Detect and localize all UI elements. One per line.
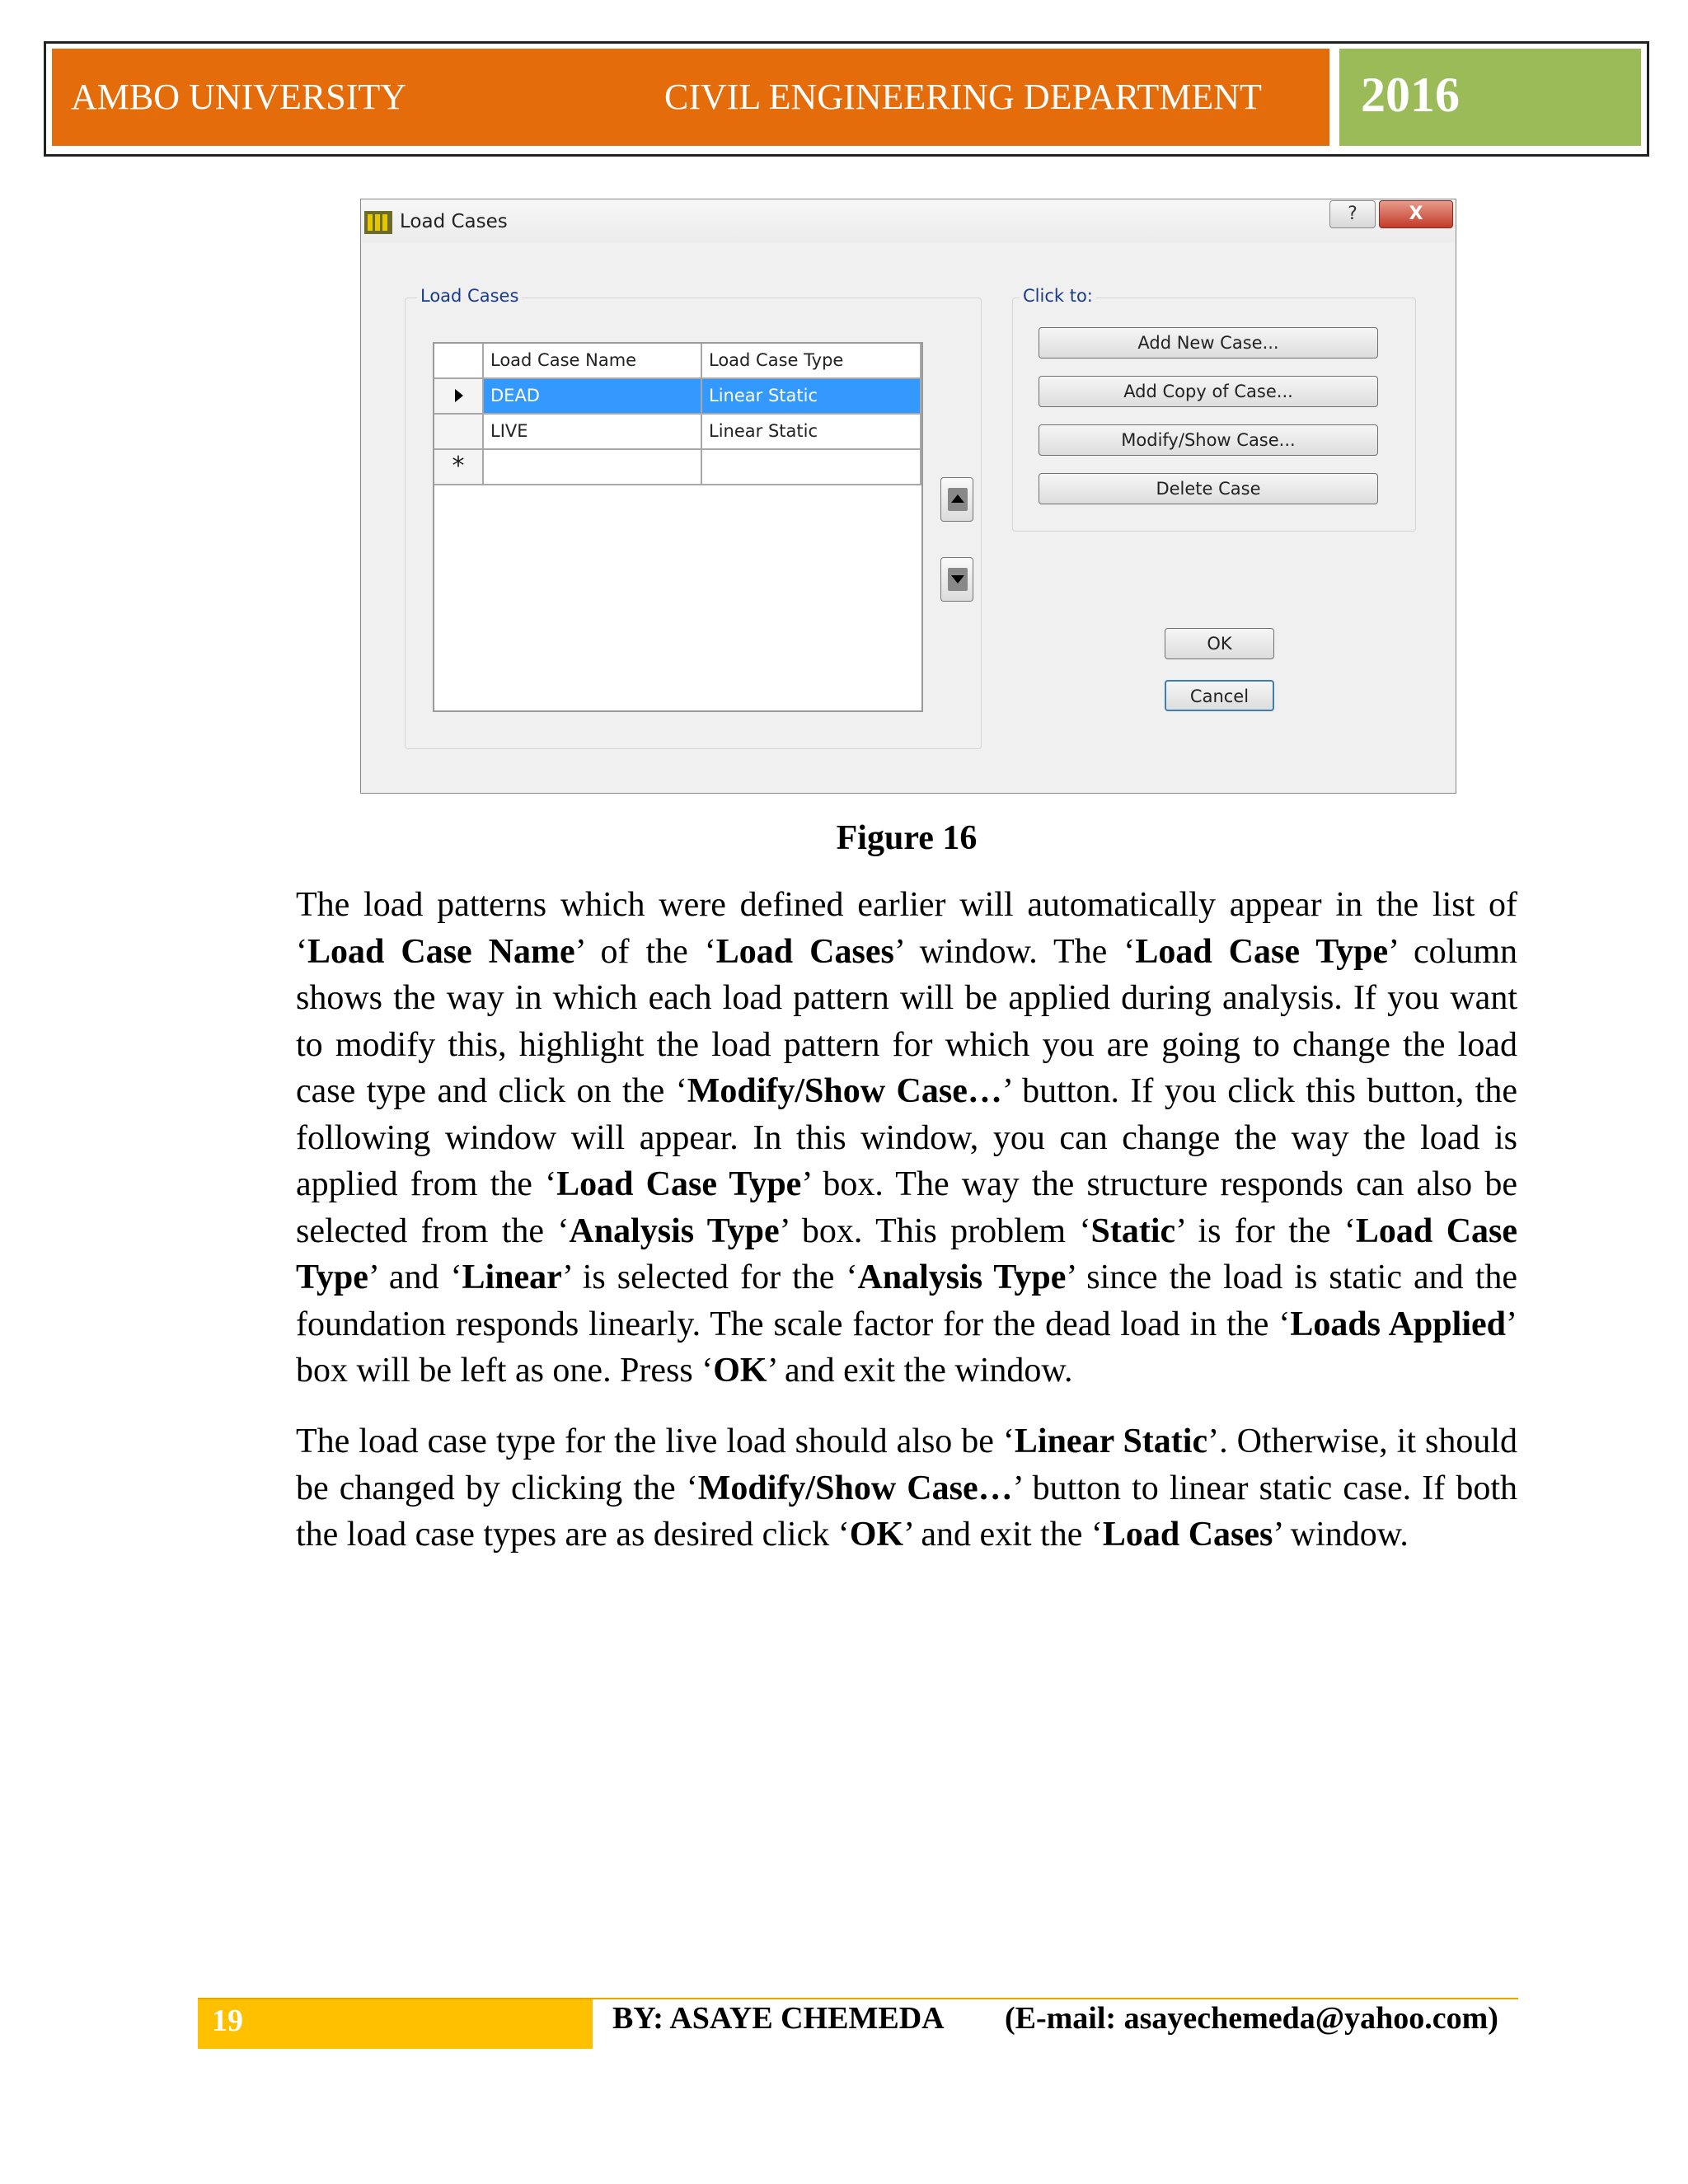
column-header-type[interactable]: Load Case Type <box>702 344 921 379</box>
department-name: CIVIL ENGINEERING DEPARTMENT <box>664 77 1262 117</box>
load-cases-group-label: Load Cases <box>417 286 522 306</box>
text-run: ’ box. The way the structure responds can also be selected from the ‘ <box>296 1165 1518 1250</box>
bold-term: Load Cases <box>715 932 894 971</box>
bold-term: OK <box>849 1516 904 1554</box>
page-number-box <box>198 1999 593 2049</box>
table-cell-name-new[interactable] <box>484 450 702 485</box>
bold-term: Load Case Name <box>307 932 575 971</box>
text-run: ’ of the ‘ <box>574 932 716 971</box>
arrow-down-icon <box>951 575 964 583</box>
table-cell-type-new[interactable] <box>702 450 921 485</box>
bold-term: Modify/Show Case… <box>687 1072 1002 1110</box>
arrow-up-icon <box>951 494 964 503</box>
bold-term: Load Case Type <box>1135 932 1389 971</box>
help-button[interactable]: ? <box>1329 200 1376 228</box>
text-run: ’. Otherwise, it should be changed by clicking the ‘ <box>296 1422 1517 1507</box>
bold-term: Analysis Type <box>569 1212 780 1250</box>
table-cell-type[interactable]: Linear Static <box>702 379 921 415</box>
table-cell-name[interactable]: LIVE <box>484 415 702 450</box>
bold-term: Loads Applied <box>1290 1305 1506 1343</box>
bold-term: Load Case Type <box>296 1212 1518 1296</box>
footer-author: BY: ASAYE CHEMEDA <box>612 2001 945 2036</box>
cancel-button[interactable]: Cancel <box>1165 680 1274 711</box>
ok-button[interactable]: OK <box>1165 628 1274 659</box>
text-run: ’ button. If you click this button, the following window will appear. In this window, you can change the way the load is applied from the ‘ <box>296 1072 1517 1203</box>
year-box <box>1339 49 1641 146</box>
bold-term: Linear <box>462 1258 562 1296</box>
column-header-name[interactable]: Load Case Name <box>484 344 702 379</box>
new-row-marker[interactable]: * <box>434 450 484 485</box>
text-run: ’ and ‘ <box>368 1258 462 1296</box>
university-name: AMBO UNIVERSITY <box>71 77 406 117</box>
figure-caption: Figure 16 <box>836 819 978 857</box>
delete-case-button[interactable]: Delete Case <box>1039 473 1378 504</box>
text-run: ’ box will be left as one. Press ‘ <box>296 1305 1517 1390</box>
click-to-group-label: Click to: <box>1020 286 1096 306</box>
text-run: ’ and exit the ‘ <box>903 1516 1103 1554</box>
year: 2016 <box>1361 68 1460 122</box>
text-run: ’ button to linear static case. If both the load case types are as desired click ‘ <box>296 1469 1518 1554</box>
footer-email: (E-mail: asayechemeda@yahoo.com) <box>1005 2001 1498 2036</box>
bold-term: Linear Static <box>1014 1422 1208 1460</box>
move-down-button[interactable] <box>940 557 973 602</box>
table-cell-name[interactable]: DEAD <box>484 379 702 415</box>
add-copy-of-case-button[interactable]: Add Copy of Case... <box>1039 376 1378 407</box>
text-run: ’ column shows the way in which each load pattern will be applied during analysis. If you want to modify this, highlight the load pattern for which you are going to change the load case type and click on the ‘ <box>296 932 1517 1110</box>
page-number: 19 <box>212 2004 243 2038</box>
bold-term: Modify/Show Case… <box>697 1469 1013 1507</box>
load-cases-dialog <box>360 199 1456 794</box>
dialog-title: Load Cases <box>400 211 508 232</box>
text-run: ’ window. The ‘ <box>893 932 1136 971</box>
move-up-button[interactable] <box>940 477 973 522</box>
text-run: ’ since the load is static and the foundation responds linearly. The scale factor for the dead load in the ‘ <box>296 1258 1518 1343</box>
text-run: ’ box. This problem ‘ <box>779 1212 1091 1250</box>
bold-term: Load Case Type <box>556 1165 802 1203</box>
text-run: The load patterns which were defined earlier will automatically appear in the list of ‘ <box>296 886 1517 971</box>
text-run: The load case type for the live load should also be ‘ <box>296 1422 1015 1460</box>
bold-term: OK <box>713 1352 767 1390</box>
modify-show-case-button[interactable]: Modify/Show Case... <box>1039 424 1378 456</box>
load-cases-table[interactable] <box>433 342 923 712</box>
app-icon <box>364 211 392 234</box>
row-pointer-icon <box>450 379 467 412</box>
bold-term: Load Cases <box>1102 1516 1273 1554</box>
paragraph-1 <box>296 882 1517 1394</box>
text-run: ’ is for the ‘ <box>1175 1212 1356 1250</box>
add-new-case-button[interactable]: Add New Case... <box>1039 327 1378 359</box>
paragraph-2 <box>296 1418 1517 1558</box>
dialog-titlebar <box>361 199 1456 242</box>
bold-term: Static <box>1090 1212 1176 1250</box>
table-cell-type[interactable]: Linear Static <box>702 415 921 450</box>
table-corner <box>434 344 484 379</box>
header-bar <box>52 49 1329 146</box>
text-run: ’ and exit the window. <box>767 1352 1073 1390</box>
text-run: ’ is selected for the ‘ <box>561 1258 858 1296</box>
row-selector-live[interactable] <box>434 415 484 450</box>
bold-term: Analysis Type <box>857 1258 1067 1296</box>
text-run: ’ window. <box>1273 1516 1409 1554</box>
row-selector-dead[interactable] <box>434 379 484 415</box>
close-button[interactable]: X <box>1379 200 1453 228</box>
